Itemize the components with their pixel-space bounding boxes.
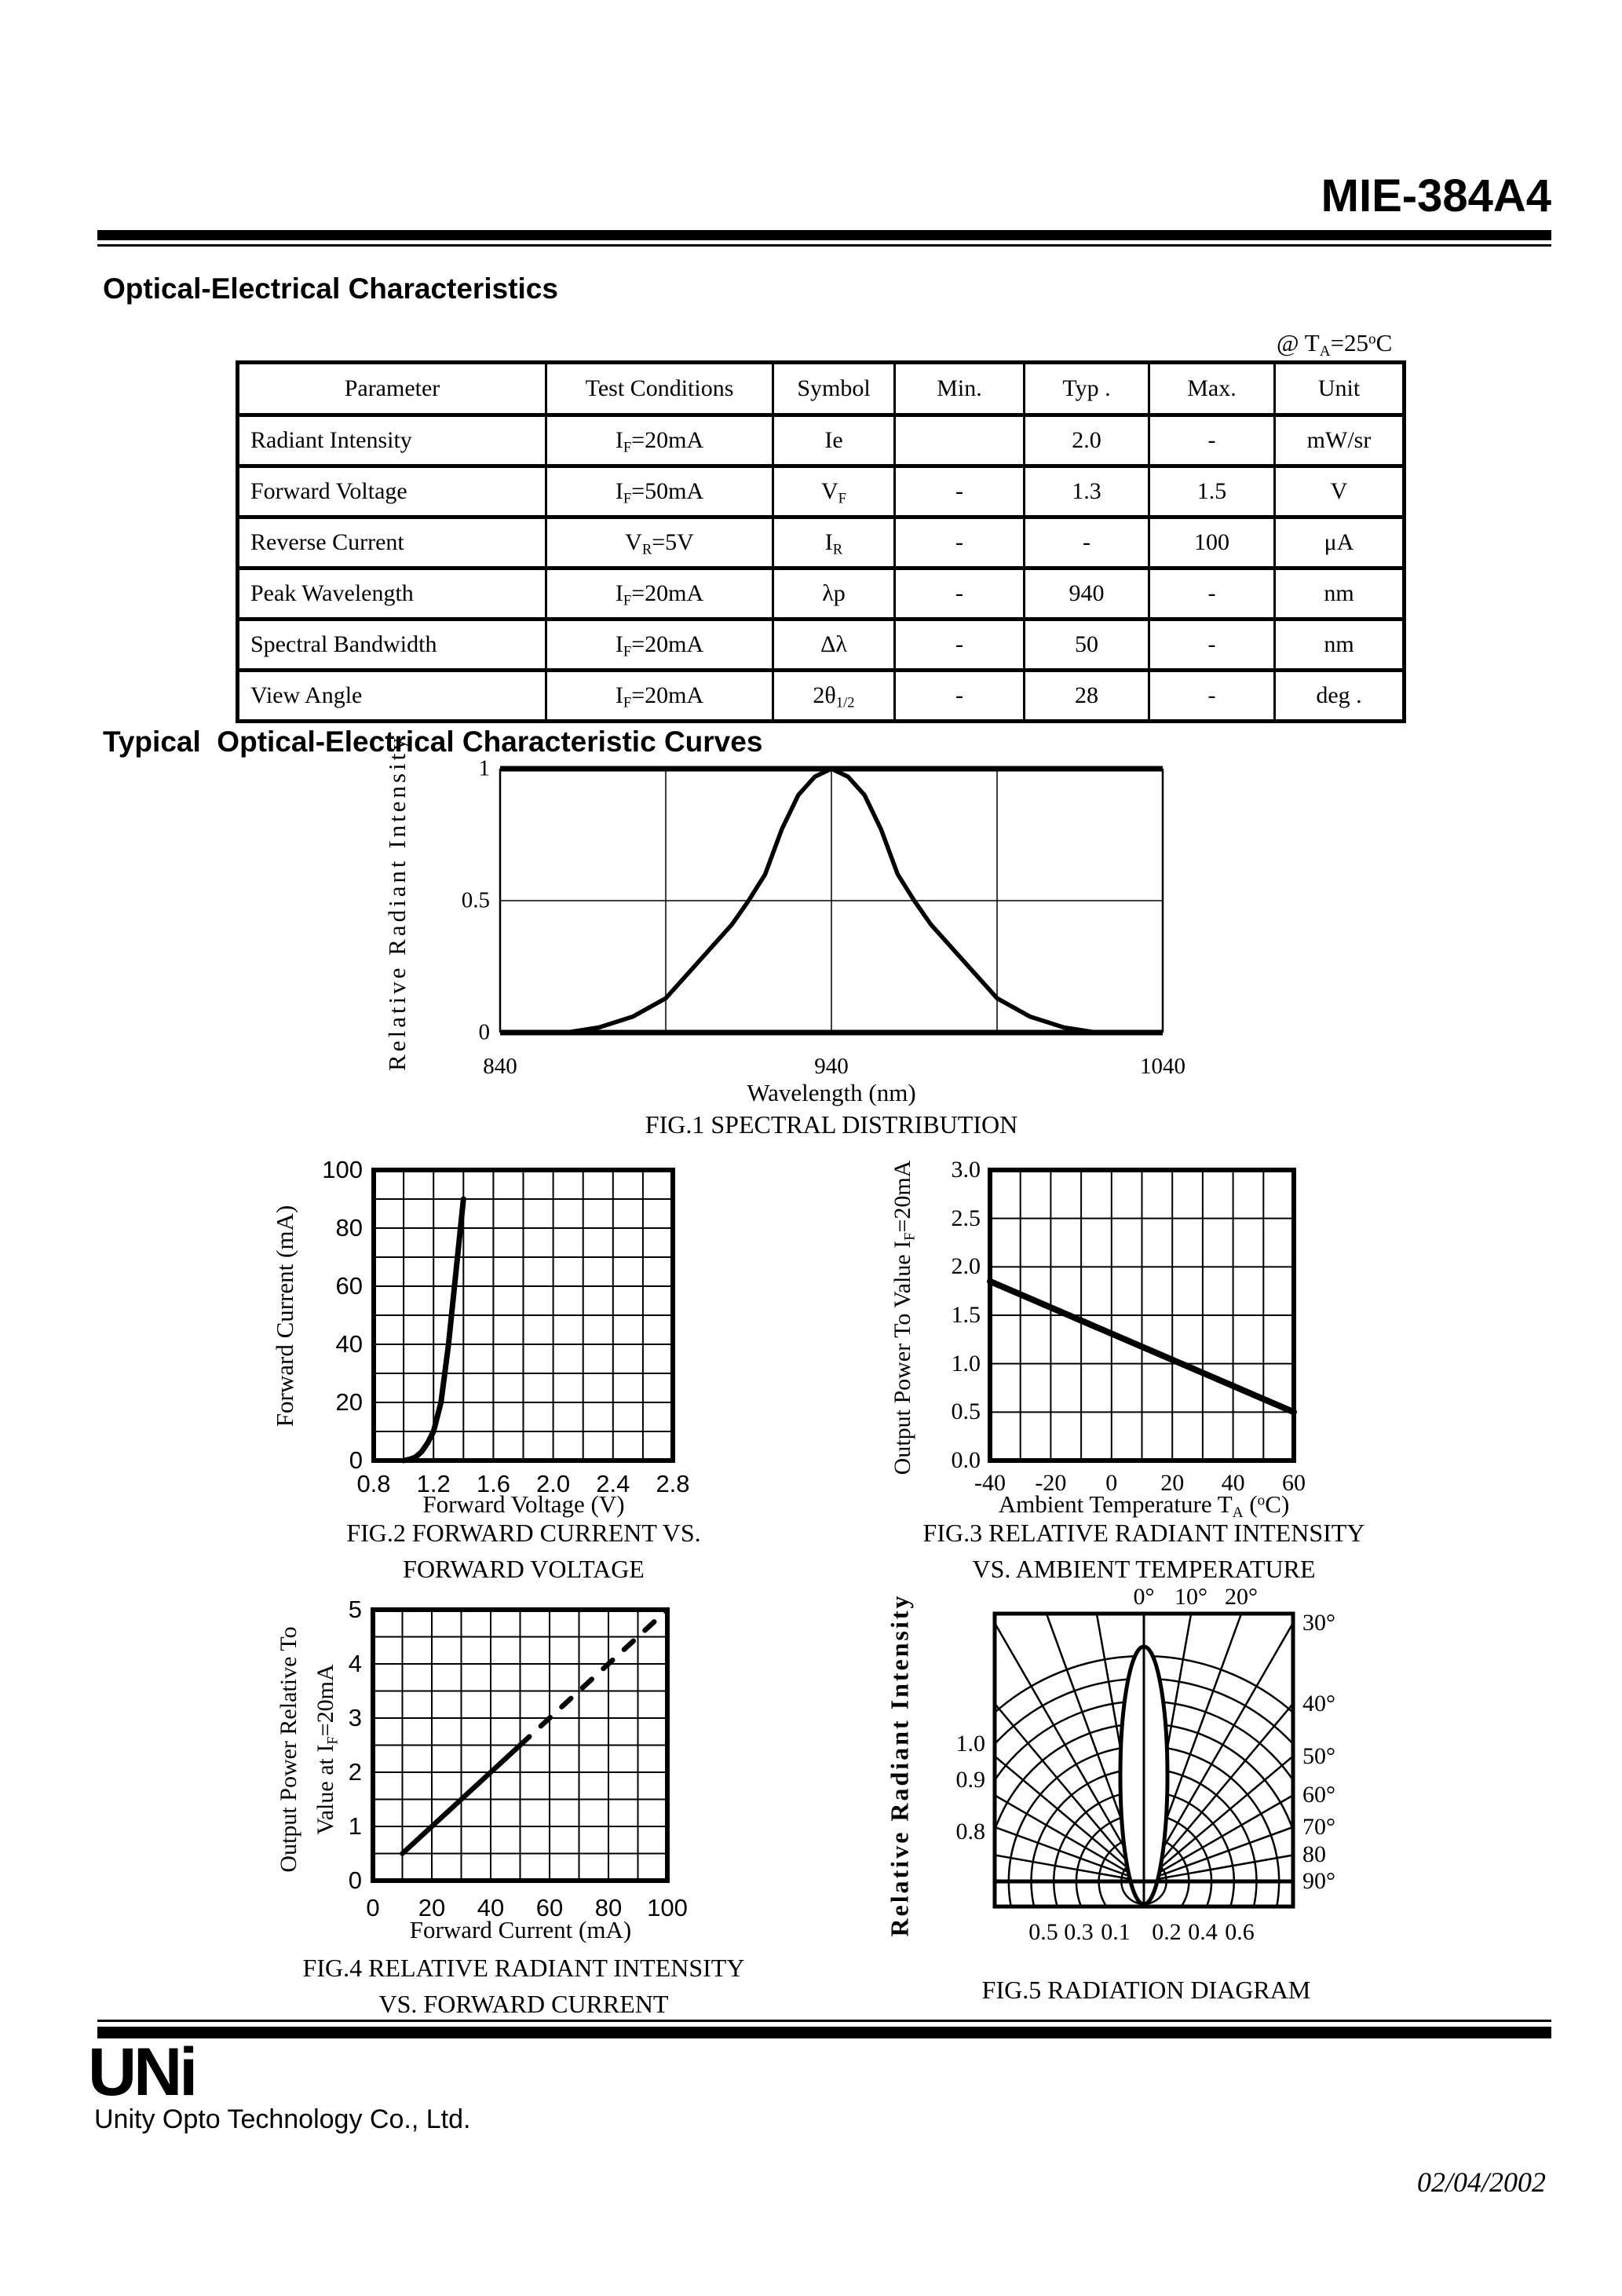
table-cell: -: [895, 466, 1025, 517]
tick-label: 0.0: [951, 1447, 981, 1473]
tick-label: 0°: [1133, 1584, 1155, 1610]
tick-label: 5: [348, 1596, 362, 1623]
tick-label: 20°: [1225, 1584, 1258, 1610]
table-cell: $I_F=20mA$: [546, 415, 773, 466]
table-cell: -: [1025, 517, 1149, 569]
table-body: [238, 415, 1405, 722]
fig1-plot: [500, 769, 1163, 1033]
tick-label: 2: [348, 1758, 362, 1786]
tick-label: 0: [348, 1866, 362, 1894]
fig3-grid: [990, 1170, 1294, 1461]
tick-label: 1040: [1140, 1054, 1185, 1079]
tick-label: 2.0: [951, 1253, 981, 1280]
fig2-caption-line1: FIG.2 FORWARD CURRENT VS.: [346, 1519, 701, 1547]
table-cell: mW/sr: [1275, 415, 1405, 466]
table-header-cell: Test Conditions: [546, 363, 773, 415]
table-cell: -: [1149, 671, 1275, 722]
tick-label: 60: [1282, 1470, 1306, 1496]
table-cell: $2\theta_{1/2}$: [773, 671, 895, 722]
tick-label: 0.5: [461, 887, 490, 913]
table-row: [238, 517, 1405, 569]
tick-label: 100: [322, 1156, 363, 1183]
tick-label: 1: [348, 1812, 362, 1840]
footer-rule-thin: [97, 2020, 1551, 2022]
tick-label: 0.5: [1028, 1919, 1058, 1945]
section-heading-curves: Typical Optical-Electrical Characteristic Curves: [103, 726, 763, 758]
tick-label: 70°: [1302, 1814, 1335, 1840]
tick-label: 1.2: [416, 1470, 451, 1497]
tick-label: 2.5: [951, 1205, 981, 1231]
tick-label: 20: [335, 1388, 363, 1416]
tick-label: 1.5: [951, 1302, 981, 1328]
table-cell: Spectral Bandwidth: [238, 620, 546, 671]
tick-label: 20: [1160, 1470, 1185, 1496]
tick-label: 1.0: [955, 1731, 985, 1757]
fig2-plot: [374, 1170, 673, 1461]
tick-label: 80: [1302, 1841, 1326, 1867]
tick-label: 0.1: [1101, 1919, 1131, 1945]
tick-label: 0.8: [955, 1819, 985, 1844]
tick-label: 0: [349, 1446, 363, 1474]
tick-label: 90°: [1302, 1868, 1335, 1894]
tick-label: 0.8: [356, 1470, 391, 1497]
tick-label: 60: [535, 1894, 564, 1921]
tick-label: 1: [478, 755, 490, 781]
footer-rule-thick: [97, 2027, 1551, 2038]
tick-label: 20: [418, 1894, 446, 1921]
fig1-ylabel: Relative Radiant Intensity: [383, 735, 411, 1071]
table-row: [238, 569, 1405, 620]
tick-label: 40: [335, 1330, 363, 1358]
table-header-cell: Max.: [1149, 363, 1275, 415]
table-cell: $I_F=20mA$: [546, 569, 773, 620]
fig4-plot: [373, 1610, 667, 1881]
fig1-grid: [500, 769, 1163, 1033]
tick-label: -20: [1035, 1470, 1067, 1496]
table-header-cell: Parameter: [238, 363, 546, 415]
table-cell: 100: [1149, 517, 1275, 569]
tick-label: 1.6: [476, 1470, 510, 1497]
characteristics-table: [236, 360, 1406, 723]
table-header-cell: Min.: [895, 363, 1025, 415]
table-cell: -: [1149, 620, 1275, 671]
fig3-ylabel: Output Power To Value $I_F=20mA$: [890, 1160, 919, 1475]
tick-label: 40°: [1302, 1691, 1335, 1717]
fig3-xlabel: Ambient Temperature $T_A$ ($^o$C): [998, 1490, 1290, 1521]
table-row: [238, 620, 1405, 671]
tick-label: 100: [647, 1894, 688, 1921]
tick-label: 0: [478, 1019, 490, 1045]
document-date: 02/04/2002: [1416, 2166, 1546, 2198]
table-cell: [895, 415, 1025, 466]
table-cell: 1.3: [1025, 466, 1149, 517]
table-cell: 2.0: [1025, 415, 1149, 466]
tick-label: 10°: [1174, 1584, 1207, 1610]
fig2-grid: [374, 1170, 673, 1461]
tick-label: 0.6: [1225, 1919, 1255, 1945]
fig3-caption-line2: VS. AMBIENT TEMPERATURE: [972, 1555, 1316, 1583]
tick-label: 80: [594, 1894, 623, 1921]
tick-label: 0.9: [955, 1767, 985, 1793]
table-cell: Ie: [773, 415, 895, 466]
tick-label: 1.0: [951, 1350, 981, 1377]
table-cell: -: [895, 620, 1025, 671]
table-row: [238, 466, 1405, 517]
table-cell: $V_F$: [773, 466, 895, 517]
fig5-caption: FIG.5 RADIATION DIAGRAM: [981, 1976, 1311, 2004]
table-cell: V: [1275, 466, 1405, 517]
tick-label: 0.4: [1188, 1919, 1218, 1945]
tick-label: 40: [477, 1894, 505, 1921]
condition-note: @ $T_A=25^oC$: [1277, 329, 1393, 360]
fig4-ylabel-line2: Value at $I_F=20mA$: [312, 1664, 342, 1835]
fig5-plot: [995, 1614, 1293, 1907]
tick-label: 0: [366, 1894, 380, 1921]
section-heading-optical-electrical: Optical-Electrical Characteristics: [103, 272, 558, 305]
table-cell: $I_F=20mA$: [546, 671, 773, 722]
table-cell: -: [1149, 415, 1275, 466]
table-header-cell: Unit: [1275, 363, 1405, 415]
header-rule-thick: [97, 230, 1551, 240]
tick-label: 940: [814, 1054, 849, 1079]
tick-label: 60: [335, 1272, 363, 1300]
tick-label: 0.2: [1152, 1919, 1182, 1945]
tick-label: 2.0: [536, 1470, 571, 1497]
table-cell: $I_F=20mA$: [546, 620, 773, 671]
table-cell: 940: [1025, 569, 1149, 620]
fig2-ylabel: Forward Current (mA): [271, 1205, 298, 1428]
table-cell: View Angle: [238, 671, 546, 722]
fig4-curve-1: [521, 1610, 668, 1746]
fig4-ylabel-line1: Output Power Relative To: [276, 1626, 301, 1873]
fig5-ylabel: Relative Radiant Intensity: [885, 1593, 914, 1937]
table-cell: $V_R=5V$: [546, 517, 773, 569]
fig3-caption-line1: FIG.3 RELATIVE RADIANT INTENSITY: [922, 1519, 1365, 1547]
tick-label: 50°: [1302, 1743, 1335, 1769]
table-cell: -: [895, 517, 1025, 569]
table-cell: $I_F=50mA$: [546, 466, 773, 517]
page-title: MIE-384A4: [1321, 170, 1551, 221]
tick-label: 3: [348, 1704, 362, 1731]
fig4-caption-line2: VS. FORWARD CURRENT: [378, 1990, 669, 2018]
table-cell: μA: [1275, 517, 1405, 569]
tick-label: 60°: [1302, 1782, 1335, 1808]
table-cell: deg .: [1275, 671, 1405, 722]
tick-label: 2.8: [656, 1470, 690, 1497]
fig4-xlabel: Forward Current (mA): [409, 1916, 632, 1943]
table-row: [238, 671, 1405, 722]
tick-label: 40: [1221, 1470, 1245, 1496]
fig2-caption-line2: FORWARD VOLTAGE: [403, 1555, 645, 1583]
tick-label: 30°: [1302, 1610, 1335, 1636]
company-logo: UNi: [88, 2035, 195, 2110]
tick-label: -40: [974, 1470, 1006, 1496]
tick-label: 80: [335, 1214, 363, 1241]
table-cell: 1.5: [1149, 466, 1275, 517]
fig2-xlabel: Forward Voltage (V): [422, 1490, 625, 1518]
tick-label: 0.5: [951, 1398, 981, 1425]
fig1-caption: FIG.1 SPECTRAL DISTRIBUTION: [645, 1110, 1018, 1139]
table-cell: Peak Wavelength: [238, 569, 546, 620]
tick-label: 0: [1105, 1470, 1118, 1496]
table-cell: Δλ: [773, 620, 895, 671]
table-cell: Forward Voltage: [238, 466, 546, 517]
table-cell: nm: [1275, 620, 1405, 671]
table-cell: -: [895, 569, 1025, 620]
tick-label: 0.3: [1064, 1919, 1094, 1945]
fig1-xlabel: Wavelength (nm): [747, 1079, 916, 1106]
table-cell: Reverse Current: [238, 517, 546, 569]
tick-label: 840: [483, 1054, 517, 1079]
tick-label: 4: [348, 1650, 362, 1677]
company-name: Unity Opto Technology Co., Ltd.: [94, 2104, 471, 2134]
tick-label: 3.0: [951, 1157, 981, 1183]
header-rule-thin: [97, 244, 1551, 247]
table-header-cell: Typ .: [1025, 363, 1149, 415]
tick-label: 2.4: [596, 1470, 630, 1497]
table-cell: Radiant Intensity: [238, 415, 546, 466]
table-header: [238, 363, 1405, 415]
table-cell: λp: [773, 569, 895, 620]
table-cell: -: [1149, 569, 1275, 620]
table-cell: 50: [1025, 620, 1149, 671]
table-header-cell: Symbol: [773, 363, 895, 415]
table-cell: 28: [1025, 671, 1149, 722]
table-cell: nm: [1275, 569, 1405, 620]
table-cell: $I_R$: [773, 517, 895, 569]
table-cell: -: [895, 671, 1025, 722]
fig4-caption-line1: FIG.4 RELATIVE RADIANT INTENSITY: [302, 1954, 745, 1982]
fig3-plot: [990, 1170, 1294, 1461]
table-row: [238, 415, 1405, 466]
